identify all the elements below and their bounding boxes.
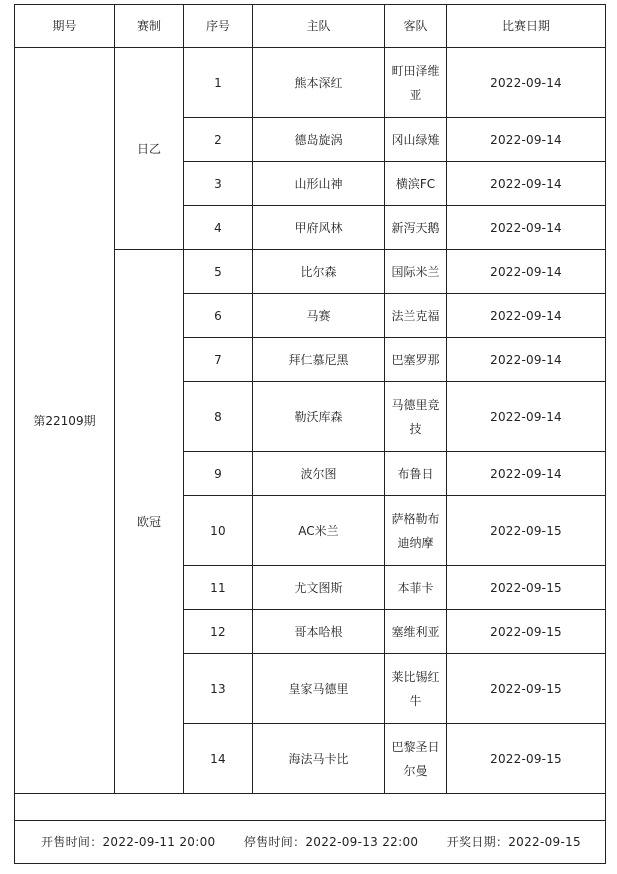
home-team: 勒沃库森: [253, 382, 385, 452]
sale-stop-time: 停售时间：2022-09-13 22:00: [243, 835, 419, 849]
match-date: 2022-09-15: [447, 496, 606, 566]
home-team: 皇家马德里: [253, 654, 385, 724]
away-team: 塞维利亚: [385, 610, 447, 654]
home-team: 马赛: [253, 294, 385, 338]
match-date: 2022-09-14: [447, 48, 606, 118]
header-row: [15, 5, 606, 48]
match-no: 8: [184, 382, 253, 452]
match-date: 2022-09-14: [447, 118, 606, 162]
match-date: 2022-09-15: [447, 654, 606, 724]
home-team: 波尔图: [253, 452, 385, 496]
away-team: 国际米兰: [385, 250, 447, 294]
period-cell: 第22109期: [15, 48, 115, 794]
header-period: 期号: [15, 5, 115, 48]
match-date: 2022-09-14: [447, 382, 606, 452]
league-cell: 欧冠: [115, 250, 184, 794]
away-team: 本菲卡: [385, 566, 447, 610]
match-no: 3: [184, 162, 253, 206]
match-no: 14: [184, 724, 253, 794]
away-team: 布鲁日: [385, 452, 447, 496]
lottery-schedule-sheet: [14, 4, 606, 864]
sale-start-time: 开售时间：2022-09-11 20:00: [41, 835, 216, 849]
match-no: 10: [184, 496, 253, 566]
home-team: 尤文图斯: [253, 566, 385, 610]
header-league: 赛制: [115, 5, 184, 48]
match-no: 7: [184, 338, 253, 382]
away-team: 新泻天鹅: [385, 206, 447, 250]
away-team: 萨格勒布迪纳摩: [385, 496, 447, 566]
header-away: 客队: [385, 5, 447, 48]
away-team: 巴黎圣日尔曼: [385, 724, 447, 794]
away-team: 横滨FC: [385, 162, 447, 206]
match-date: 2022-09-14: [447, 250, 606, 294]
away-team: 马德里竞技: [385, 382, 447, 452]
draw-date: 开奖日期：2022-09-15: [446, 835, 581, 849]
match-date: 2022-09-14: [447, 206, 606, 250]
away-team: 町田泽维亚: [385, 48, 447, 118]
away-team: 巴塞罗那: [385, 338, 447, 382]
match-date: 2022-09-14: [447, 452, 606, 496]
home-team: 哥本哈根: [253, 610, 385, 654]
match-no: 11: [184, 566, 253, 610]
match-date: 2022-09-15: [447, 566, 606, 610]
header-no: 序号: [184, 5, 253, 48]
match-date: 2022-09-14: [447, 162, 606, 206]
sale-info-line: [15, 830, 605, 854]
match-no: 13: [184, 654, 253, 724]
match-date: 2022-09-15: [447, 610, 606, 654]
blank-row: [15, 794, 606, 821]
match-no: 5: [184, 250, 253, 294]
match-no: 12: [184, 610, 253, 654]
home-team: 甲府风林: [253, 206, 385, 250]
table-row: [15, 48, 606, 118]
home-team: 海法马卡比: [253, 724, 385, 794]
match-date: 2022-09-15: [447, 724, 606, 794]
blank-cell: [15, 794, 606, 821]
footer-cell: [15, 821, 606, 864]
home-team: 山形山神: [253, 162, 385, 206]
league-cell: 日乙: [115, 48, 184, 250]
match-no: 2: [184, 118, 253, 162]
match-no: 1: [184, 48, 253, 118]
home-team: 德岛旋涡: [253, 118, 385, 162]
match-date: 2022-09-14: [447, 338, 606, 382]
away-team: 冈山绿雉: [385, 118, 447, 162]
home-team: 拜仁慕尼黑: [253, 338, 385, 382]
footer-row: [15, 821, 606, 864]
home-team: AC米兰: [253, 496, 385, 566]
away-team: 莱比锡红牛: [385, 654, 447, 724]
header-home: 主队: [253, 5, 385, 48]
home-team: 熊本深红: [253, 48, 385, 118]
home-team: 比尔森: [253, 250, 385, 294]
match-schedule-table: [14, 4, 606, 864]
match-date: 2022-09-14: [447, 294, 606, 338]
away-team: 法兰克福: [385, 294, 447, 338]
match-no: 4: [184, 206, 253, 250]
header-date: 比赛日期: [447, 5, 606, 48]
match-no: 9: [184, 452, 253, 496]
match-no: 6: [184, 294, 253, 338]
